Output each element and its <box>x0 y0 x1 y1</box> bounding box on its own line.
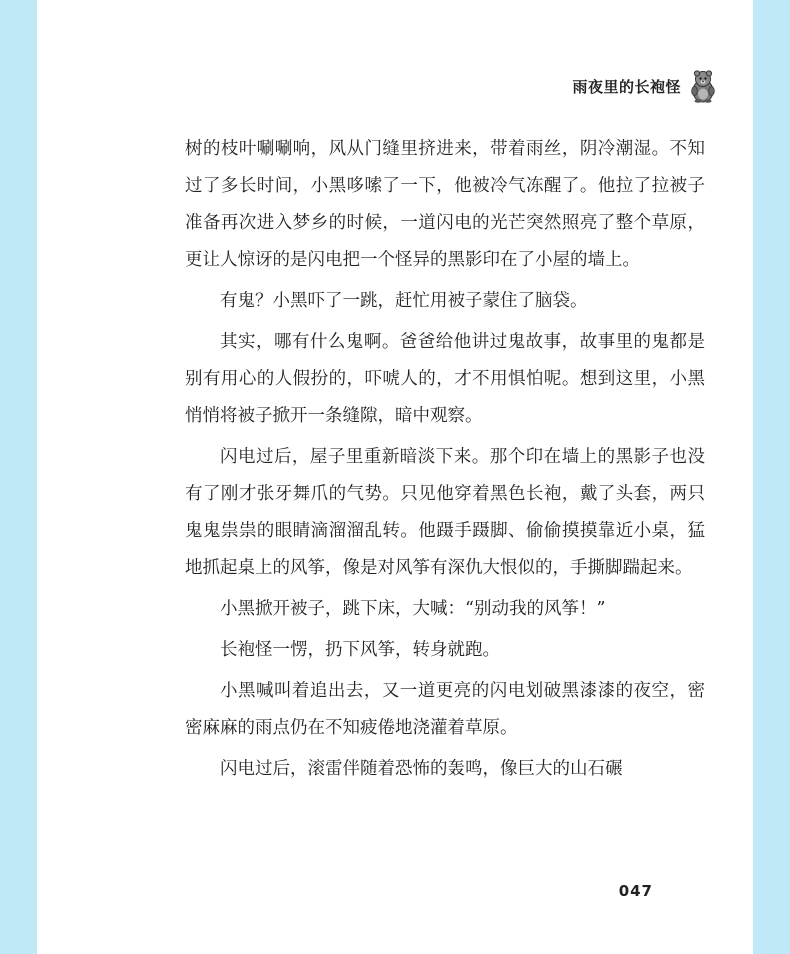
bear-mascot-icon <box>689 69 717 103</box>
chapter-title: 雨夜里的长袍怪 <box>572 77 681 96</box>
paragraph: 闪电过后，滚雷伴随着恐怖的轰鸣，像巨大的山石碾 <box>220 759 623 779</box>
running-header <box>572 66 717 106</box>
body-text <box>185 131 705 792</box>
book-page <box>37 0 753 954</box>
paragraph: 小黑喊叫着追出去，又一道更亮的闪电划破黑漆漆的夜空，密密麻麻的雨点仍在不知疲倦地浇灌着草原。 <box>185 681 705 738</box>
paragraph: 树的枝叶唰唰响，风从门缝里挤进来，带着雨丝，阴冷潮湿。不知过了多长时间，小黑哆嗦了一下，他被冷气冻醒了。他拉了拉被子准备再次进入梦乡的时候，一道闪电的光芒突然照亮了整个草原，更让人惊讶的是闪电把一个怪异的黑影印在了小屋的墙上。 <box>185 139 705 270</box>
paragraph: 闪电过后，屋子里重新暗淡下来。那个印在墙上的黑影子也没有了刚才张牙舞爪的气势。只见他穿着黑色长袍，戴了头套，两只鬼鬼祟祟的眼睛滴溜溜乱转。他蹑手蹑脚、偷偷摸摸靠近小桌，猛地抓起桌上的风筝，像是对风筝有深仇大恨似的，手撕脚踹起来。 <box>185 447 705 578</box>
paragraph: 长袍怪一愣，扔下风筝，转身就跑。 <box>220 640 500 660</box>
paragraph: 小黑掀开被子，跳下床，大喊：“别动我的风筝！” <box>220 599 606 619</box>
paragraph: 有鬼？小黑吓了一跳，赶忙用被子蒙住了脑袋。 <box>220 291 588 311</box>
page-number: 047 <box>618 882 653 900</box>
paragraph: 其实，哪有什么鬼啊。爸爸给他讲过鬼故事，故事里的鬼都是别有用心的人假扮的，吓唬人的，才不用惧怕呢。想到这里，小黑悄悄将被子掀开一条缝隙，暗中观察。 <box>185 332 705 426</box>
